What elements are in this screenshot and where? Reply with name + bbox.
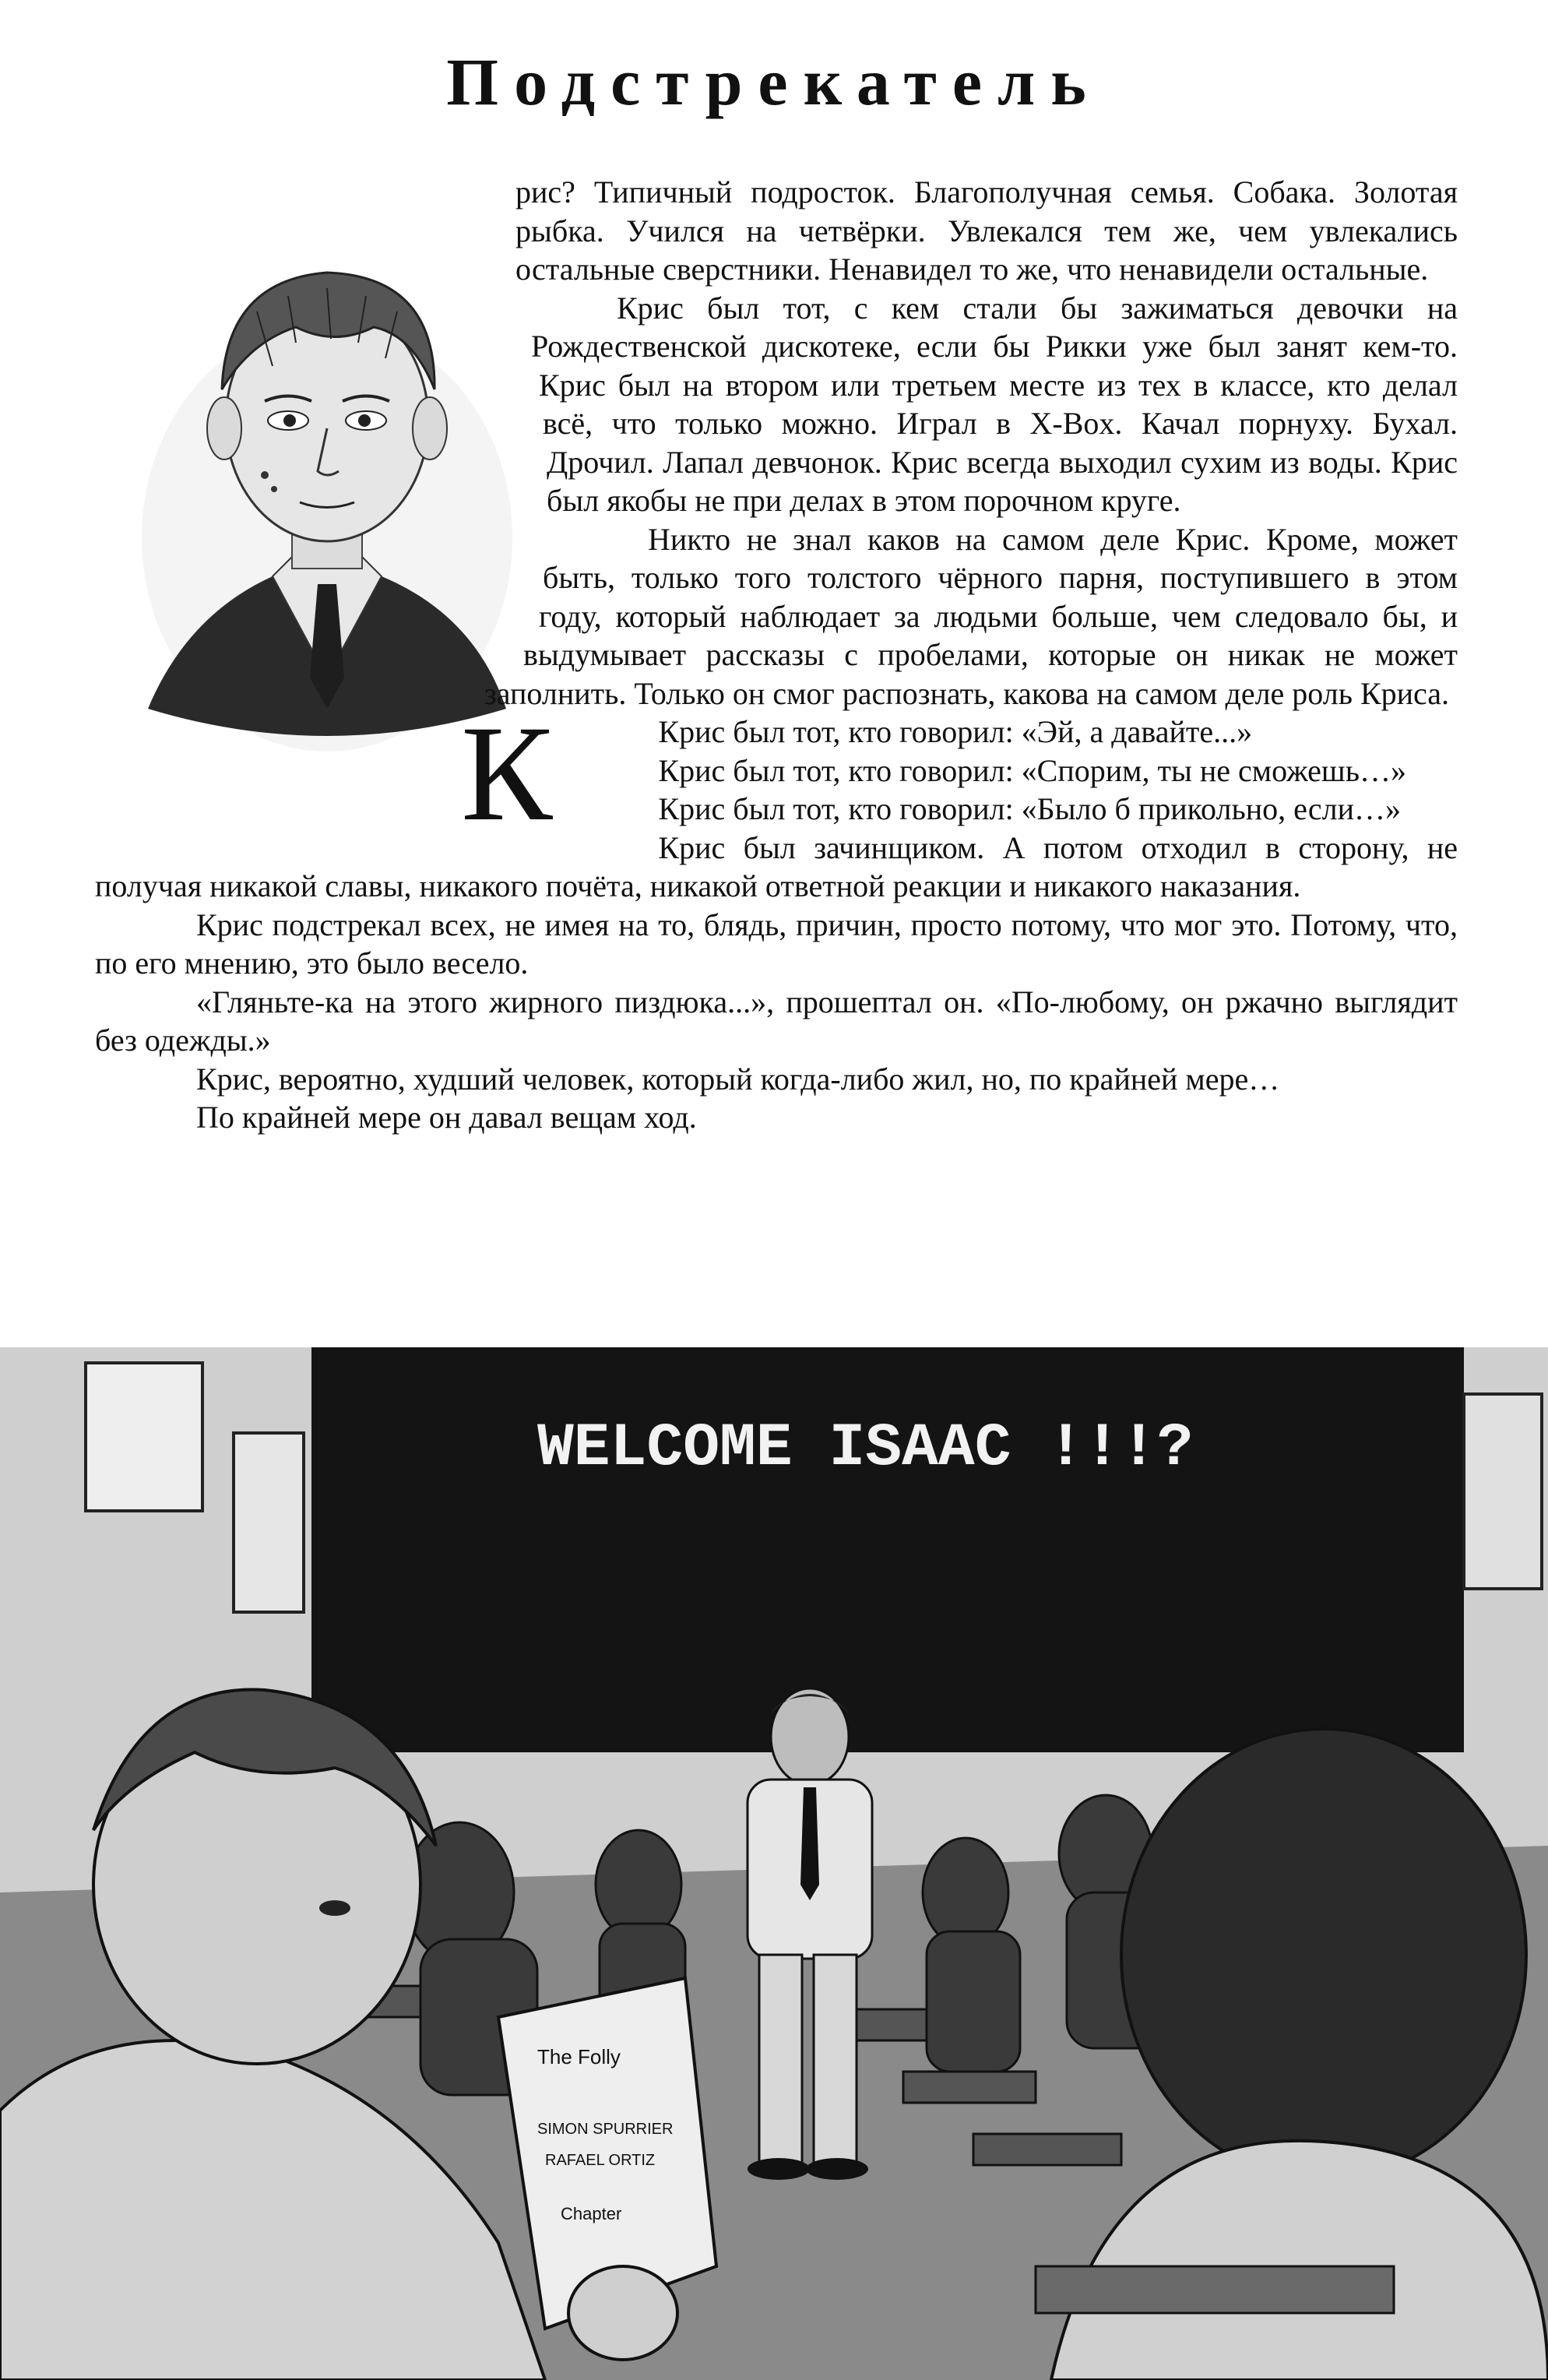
paragraph-9: «Гляньте-ка на этого жирного пиздюка...», прошептал он. «По-любому, он ржачно выглядит без одежды.» (95, 984, 1458, 1058)
paragraph-8: Крис подстрекал всех, не имея на то, блядь, причин, просто потому, что мог это. Потому, что, по его мнению, это было весело. (95, 907, 1458, 981)
paragraph-4: Крис был тот, кто говорил: «Эй, а давайте...» (658, 714, 1253, 749)
page-title: Подстрекатель (446, 44, 1102, 119)
book-title: The Folly (537, 2045, 621, 2068)
book-author-1: SIMON SPURRIER (537, 2121, 674, 2138)
article-body (95, 173, 1458, 1137)
paragraph-7: Крис был зачинщиком. А потом отходил в сторону, не получая никакой славы, никакого почёта, никакой ответной реакции и никакого наказания. (95, 829, 1458, 903)
paragraph-10: Крис, вероятно, худший человек, который когда-либо жил, но, по крайней мере… (196, 1061, 1280, 1097)
paragraph-1: рис? Типичный подросток. Благополучная семья. Собака. Золотая рыбка. Учился на четвёрки. Увлекался тем же, чем увлекались остальные сверстники. Ненавидел то же, что ненавидели остальные. (515, 174, 1458, 287)
book-author-2: RAFAEL ORTIZ (545, 2152, 656, 2169)
drop-cap: К (461, 698, 553, 850)
paragraph-6: Крис был тот, кто говорил: «Было б прикольно, если…» (658, 791, 1402, 826)
chalkboard (311, 1347, 1464, 1752)
chalkboard-text: WELCOME ISAAC !!!? (537, 1414, 1194, 1483)
book-chapter: Chapter (561, 2204, 622, 2223)
paragraph-3: Никто не знал каков на самом деле Крис. Кроме, может быть, только того толстого чёрного парня, поступившего в этом году, который наблюдает за людьми больше, чем следовало бы, и выдумывает рассказы с пробелами, которые он никак не может заполнить. Только он смог распознать, какова на самом деле роль Криса. (484, 521, 1458, 711)
paragraph-11: По крайней мере он давал вещам ход. (196, 1100, 697, 1135)
paragraph-2: Крис был тот, с кем стали бы зажиматься девочки на Рождественской дискотеке, если бы Рикки уже был занят кем-то. Крис был на втором или третьем месте из тех в классе, кто делал всё, что только можно. Играл в X-Box. Качал порнуху. Бухал. Дрочил. Лапал девчонок. Крис всегда выходил сухим из воды. Крис был якобы не при делах в этом порочном круге. (531, 290, 1458, 518)
paragraph-5: Крис был тот, кто говорил: «Спорим, ты не сможешь…» (658, 752, 1406, 788)
classroom-illustration (0, 1347, 1548, 2380)
